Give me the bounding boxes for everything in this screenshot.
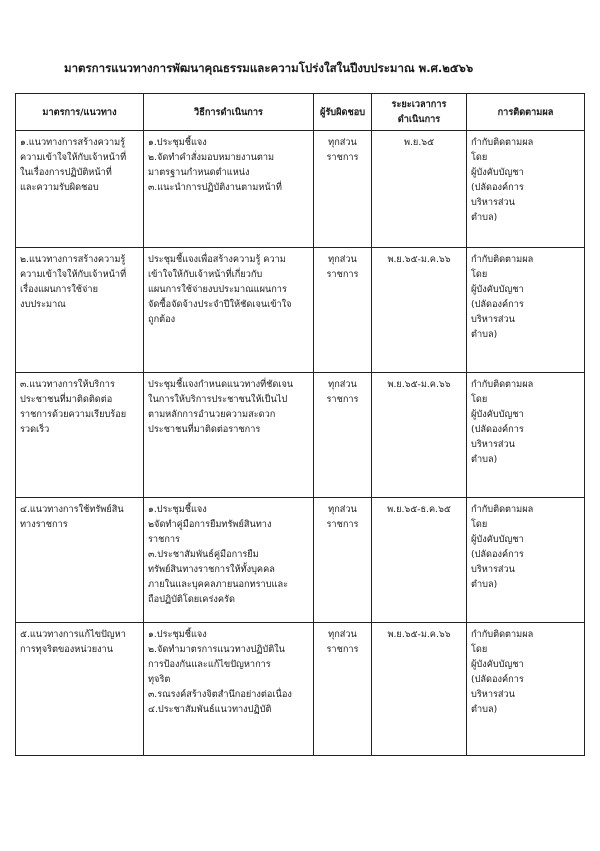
cell-period	[372, 248, 467, 373]
text-line: จัดซื้อจัดจ้างประจำปีให้ชัดเจนเข้าใจ	[148, 299, 292, 310]
header-period	[372, 94, 467, 131]
text-line: ถูกต้อง	[148, 314, 176, 325]
text-line: ราชการ	[326, 519, 359, 530]
cell-measure	[16, 373, 144, 498]
cell-responsible	[314, 131, 372, 248]
text-line: ความเข้าใจให้กับเจ้าหน้าที่	[20, 152, 127, 163]
cell-responsible	[314, 623, 372, 756]
text-line: (ปลัดองค์การ	[471, 299, 524, 310]
header-method: วิธีการดำเนินการ	[144, 94, 314, 131]
text-line: แผนการใช้จ่ายงบประมาณแผนการ	[148, 284, 287, 295]
cell-tracking	[467, 131, 585, 248]
text-line: มาตรฐานกำหนดตำแหน่ง	[148, 167, 250, 178]
text-line: เรื่องแผนการใช้จ่าย	[20, 284, 98, 295]
cell-period	[372, 131, 467, 248]
text-line: ราชการ	[148, 534, 180, 545]
text-line: บริหารส่วน	[471, 197, 515, 208]
text-line: รวดเร็ว	[20, 424, 50, 435]
text-line: บริหารส่วน	[471, 564, 515, 575]
text-line: โดย	[471, 394, 488, 405]
text-line: งบประมาณ	[20, 299, 66, 310]
cell-tracking	[467, 623, 585, 756]
text-line: พ.ย.๖๕-ม.ค.๖๖	[387, 629, 451, 640]
cell-period	[372, 498, 467, 623]
cell-responsible	[314, 248, 372, 373]
text-line: (ปลัดองค์การ	[471, 549, 524, 560]
text-line: กำกับติดตามผล	[471, 379, 534, 390]
table-row	[16, 623, 585, 756]
text-line: ๓.ประชาสัมพันธ์คู่มือการยืม	[148, 549, 259, 560]
table-row	[16, 131, 585, 248]
cell-period	[372, 373, 467, 498]
text-line: ๒.จัดทำคำสั่งมอบหมายงานตาม	[148, 152, 275, 163]
text-line: ถือปฏิบัติโดยเคร่งครัด	[148, 594, 235, 605]
text-line: ตำบล)	[471, 704, 498, 715]
cell-measure	[16, 623, 144, 756]
text-line: ราชการด้วยความเรียบร้อย	[20, 409, 127, 420]
text-line: ตำบล)	[471, 329, 498, 340]
text-line: เข้าใจให้กับเจ้าหน้าที่เกี่ยวกับ	[148, 269, 263, 280]
text-line: (ปลัดองค์การ	[471, 674, 524, 685]
text-line: ทุกส่วน	[328, 379, 357, 390]
text-line: กำกับติดตามผล	[471, 137, 534, 148]
header-tracking: การติดตามผล	[467, 94, 585, 131]
text-line: ผู้บังคับบัญชา	[471, 167, 524, 178]
text-line: ตำบล)	[471, 454, 498, 465]
text-line: กำกับติดตามผล	[471, 629, 534, 640]
header-measure: มาตรการ/แนวทาง	[16, 94, 144, 131]
header-period-line: ระยะเวลาการ	[391, 99, 447, 110]
text-line: ผู้บังคับบัญชา	[471, 409, 524, 420]
text-line: โดย	[471, 644, 488, 655]
text-line: ประชาชนที่มาติดต่อราชการ	[148, 424, 261, 435]
text-line: ตำบล)	[471, 579, 498, 590]
cell-period	[372, 623, 467, 756]
text-line: ประชุมชี้แจงกำหนดแนวทางที่ชัดเจน	[148, 379, 294, 390]
table-header-row	[16, 94, 585, 131]
text-line: บริหารส่วน	[471, 314, 515, 325]
text-line: บริหารส่วน	[471, 439, 515, 450]
text-line: ทางราชการ	[20, 519, 68, 530]
text-line: ทุจริต	[148, 674, 171, 685]
text-line: พ.ย.๖๕-ม.ค.๖๖	[387, 379, 451, 390]
cell-method	[144, 498, 314, 623]
text-line: พ.ย.๖๕-ธ.ค.๖๕	[387, 504, 451, 515]
text-line: ๔.แนวทางการใช้ทรัพย์สิน	[20, 504, 124, 515]
text-line: พ.ย.๖๕-ม.ค.๖๖	[387, 254, 451, 265]
text-line: การป้องกันและแก้ไขปัญหาการ	[148, 659, 271, 670]
text-line: โดย	[471, 519, 488, 530]
text-line: ตามหลักการอำนวยความสะดวก	[148, 409, 276, 420]
text-line: ทุกส่วน	[328, 504, 357, 515]
text-line: ๑.ประชุมชี้แจง	[148, 504, 207, 515]
text-line: ๓.แนะนำการปฏิบัติงานตามหน้าที่	[148, 182, 282, 193]
cell-measure	[16, 248, 144, 373]
cell-method	[144, 623, 314, 756]
cell-measure	[16, 131, 144, 248]
text-line: กำกับติดตามผล	[471, 504, 534, 515]
text-line: ๕.แนวทางการแก้ไขปัญหา	[20, 629, 126, 640]
text-line: ราชการ	[326, 394, 359, 405]
text-line: พ.ย.๖๕	[403, 137, 435, 148]
text-line: ๔.ประชาสัมพันธ์แนวทางปฏิบัติ	[148, 704, 272, 715]
text-line: ในเรื่องการปฏิบัติหน้าที่	[20, 167, 112, 178]
text-line: ๑.แนวทางการสร้างความรู้	[20, 137, 126, 148]
header-period-line: ดำเนินการ	[397, 114, 441, 125]
measures-table	[15, 93, 585, 756]
text-line: (ปลัดองค์การ	[471, 424, 524, 435]
text-line: โดย	[471, 269, 488, 280]
text-line: ราชการ	[326, 269, 359, 280]
text-line: ผู้บังคับบัญชา	[471, 659, 524, 670]
cell-method	[144, 131, 314, 248]
cell-measure	[16, 498, 144, 623]
text-line: ทุกส่วน	[328, 254, 357, 265]
table-row	[16, 498, 585, 623]
text-line: ผู้บังคับบัญชา	[471, 534, 524, 545]
text-line: กำกับติดตามผล	[471, 254, 534, 265]
cell-tracking	[467, 248, 585, 373]
text-line: (ปลัดองค์การ	[471, 182, 524, 193]
text-line: ความเข้าใจให้กับเจ้าหน้าที่	[20, 269, 127, 280]
text-line: ประชุมชี้แจงเพื่อสร้างความรู้ ความ	[148, 254, 286, 265]
cell-tracking	[467, 498, 585, 623]
text-line: ตำบล)	[471, 212, 498, 223]
cell-method	[144, 373, 314, 498]
cell-method	[144, 248, 314, 373]
text-line: ๓.แนวทางการให้บริการ	[20, 379, 115, 390]
cell-responsible	[314, 498, 372, 623]
text-line: การทุจริตของหน่วยงาน	[20, 644, 114, 655]
text-line: ๑.ประชุมชี้แจง	[148, 137, 207, 148]
text-line: บริหารส่วน	[471, 689, 515, 700]
text-line: ผู้บังคับบัญชา	[471, 284, 524, 295]
text-line: ๓.รณรงค์สร้างจิตสำนึกอย่างต่อเนื่อง	[148, 689, 292, 700]
text-line: ภายในและบุคคลภายนอกทราบและ	[148, 579, 289, 590]
text-line: ทุกส่วน	[328, 629, 357, 640]
text-line: ๑.ประชุมชี้แจง	[148, 629, 207, 640]
text-line: และความรับผิดชอบ	[20, 182, 99, 193]
text-line: ๒.จัดทำมาตรการแนวทางปฏิบัติใน	[148, 644, 285, 655]
text-line: ทุกส่วน	[328, 137, 357, 148]
table-row	[16, 248, 585, 373]
text-line: ประชาชนที่มาติดติดต่อ	[20, 394, 113, 405]
text-line: ทรัพย์สินทางราชการให้ทั้งบุคคล	[148, 564, 275, 575]
text-line: โดย	[471, 152, 488, 163]
table-row	[16, 373, 585, 498]
text-line: ราชการ	[326, 152, 359, 163]
text-line: ราชการ	[326, 644, 359, 655]
text-line: ๒.แนวทางการสร้างความรู้	[20, 254, 126, 265]
cell-tracking	[467, 373, 585, 498]
header-responsible: ผู้รับผิดชอบ	[314, 94, 372, 131]
text-line: ในการให้บริการประชาชนให้เป็นไป	[148, 394, 288, 405]
document-title: มาตรการแนวทางการพัฒนาคุณธรรมและความโปร่งใสในปีงบประมาณ พ.ศ.๒๕๖๖	[64, 61, 474, 75]
text-line: ๒จัดทำคู่มือการยืมทรัพย์สินทาง	[148, 519, 272, 530]
cell-responsible	[314, 373, 372, 498]
